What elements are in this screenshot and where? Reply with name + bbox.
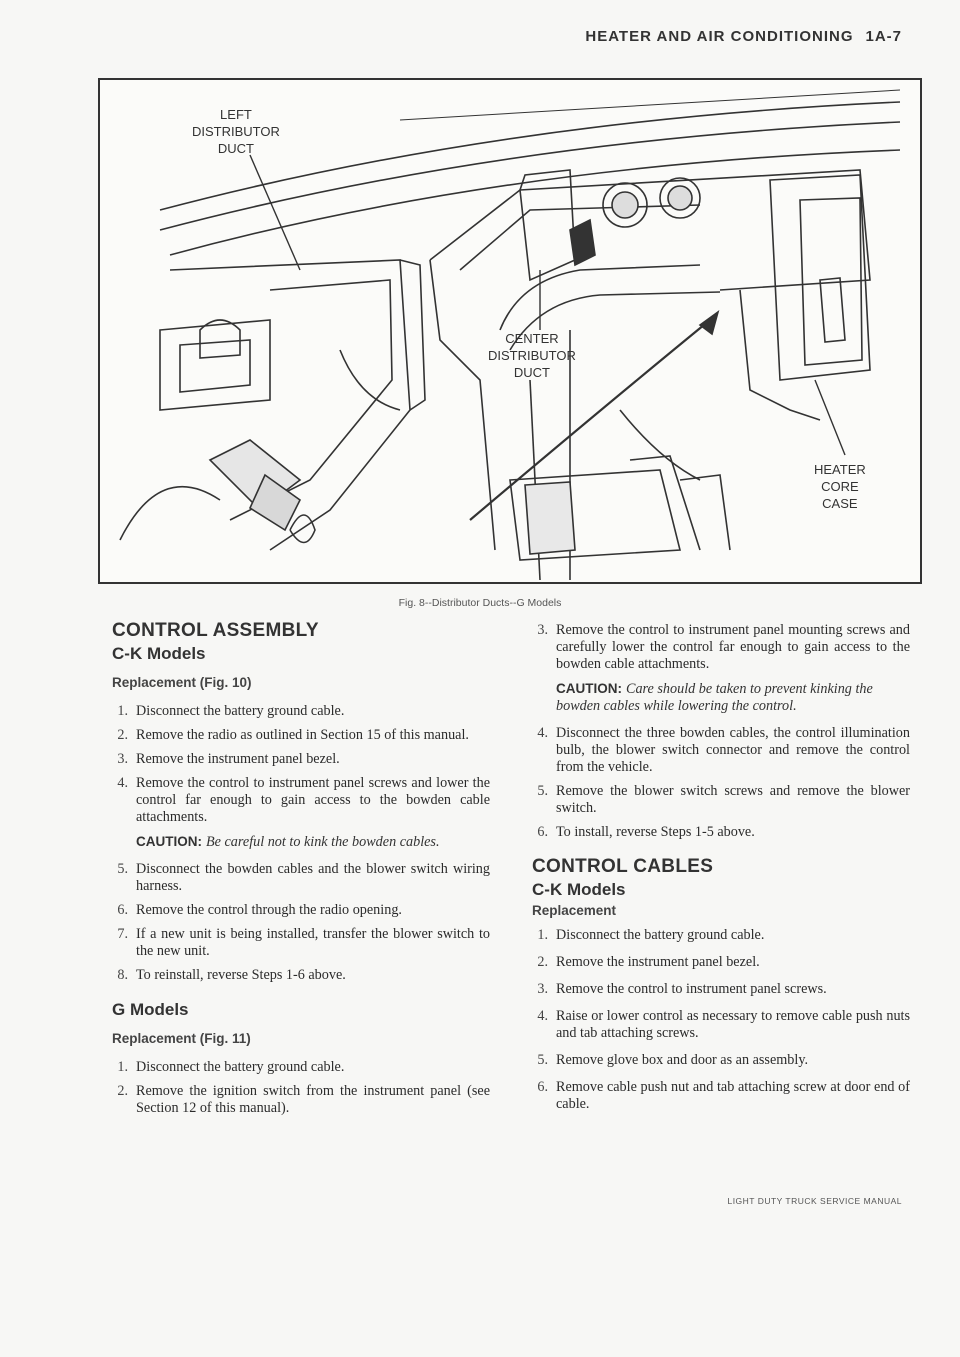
list-item: 4. Disconnect the three bowden cables, the control illumination bulb, the blower switch connector and remove the control from the vehicle. — [537, 725, 910, 775]
section-heading-control-assembly: CONTROL ASSEMBLY — [112, 620, 319, 641]
callout-center-distributor-duct: CENTER DISTRIBUTOR DUCT — [488, 331, 576, 380]
section-heading-control-cables: CONTROL CABLES — [532, 856, 714, 877]
list-item: 1. Disconnect the battery ground cable. — [537, 927, 765, 943]
list-item: 2. Remove the radio as outlined in Section 15 of this manual. — [117, 727, 469, 743]
g-steps-list — [112, 1059, 490, 1117]
cables-steps-list — [532, 927, 910, 1113]
left-column — [112, 622, 490, 1124]
right-column — [532, 622, 910, 1123]
list-item: 3. Remove the control to instrument panel screws. — [537, 981, 827, 997]
replacement-heading-cables: Replacement — [532, 903, 617, 918]
ck-steps-list-continued — [112, 861, 490, 984]
list-item: 2. Remove the ignition switch from the instrument panel (see Section 12 of this manual). — [117, 1083, 490, 1116]
list-item: 1. Disconnect the battery ground cable. — [117, 703, 345, 719]
figure-caption: Fig. 8--Distributor Ducts--G Models — [398, 597, 562, 609]
list-item: 1. Disconnect the battery ground cable. — [117, 1059, 345, 1075]
list-item: 3. Remove the instrument panel bezel. — [117, 751, 340, 767]
subheading-g-models: G Models — [112, 1000, 189, 1019]
list-item: 6. Remove cable push nut and tab attaching screw at door end of cable. — [537, 1079, 910, 1112]
header-title: HEATER AND AIR CONDITIONING — [585, 28, 854, 45]
ck-steps-list — [112, 703, 490, 826]
figure-distributor-ducts — [98, 78, 922, 584]
callout-heater-core-case: HEATER CORE CASE — [814, 462, 866, 511]
list-item: 4. Raise or lower control as necessary to remove cable push nuts and tab attaching screws. — [537, 1008, 910, 1041]
page-footer: LIGHT DUTY TRUCK SERVICE MANUAL — [727, 1196, 902, 1206]
list-item: 4. Remove the control to instrument panel screws and lower the control far enough to gain access to the bowden cable attachments. — [117, 775, 490, 825]
subheading-cables-ck-models: C-K Models — [532, 880, 626, 899]
page-number: 1A-7 — [865, 28, 902, 45]
caution-note: CAUTION: Be careful not to kink the bowden cables. — [136, 834, 440, 850]
list-item: 3. Remove the control to instrument panel mounting screws and carefully lower the control far enough to gain access to the bowden cable attachments. — [537, 622, 910, 672]
caution-note-g: CAUTION: Care should be taken to prevent kinking the bowden cables while lowering the control. — [556, 681, 873, 714]
list-item: 8. To reinstall, reverse Steps 1-6 above. — [117, 967, 346, 983]
list-item: 6. To install, reverse Steps 1-5 above. — [537, 824, 755, 840]
list-item: 6. Remove the control through the radio opening. — [117, 902, 402, 918]
g-steps-list-continued — [532, 622, 910, 673]
list-item: 5. Remove the blower switch screws and remove the blower switch. — [537, 783, 910, 816]
list-item: 7. If a new unit is being installed, transfer the blower switch to the new unit. — [117, 926, 490, 959]
list-item: 2. Remove the instrument panel bezel. — [537, 954, 760, 970]
replacement-heading-g: Replacement (Fig. 11) — [112, 1031, 251, 1046]
g-steps-list-final — [532, 725, 910, 841]
subheading-ck-models: C-K Models — [112, 644, 206, 663]
replacement-heading: Replacement (Fig. 10) — [112, 675, 252, 690]
list-item: 5. Remove glove box and door as an assembly. — [537, 1052, 809, 1068]
page-header — [585, 28, 902, 45]
callout-left-distributor-duct: LEFT DISTRIBUTOR DUCT — [192, 107, 280, 156]
list-item: 5. Disconnect the bowden cables and the blower switch wiring harness. — [117, 861, 490, 894]
